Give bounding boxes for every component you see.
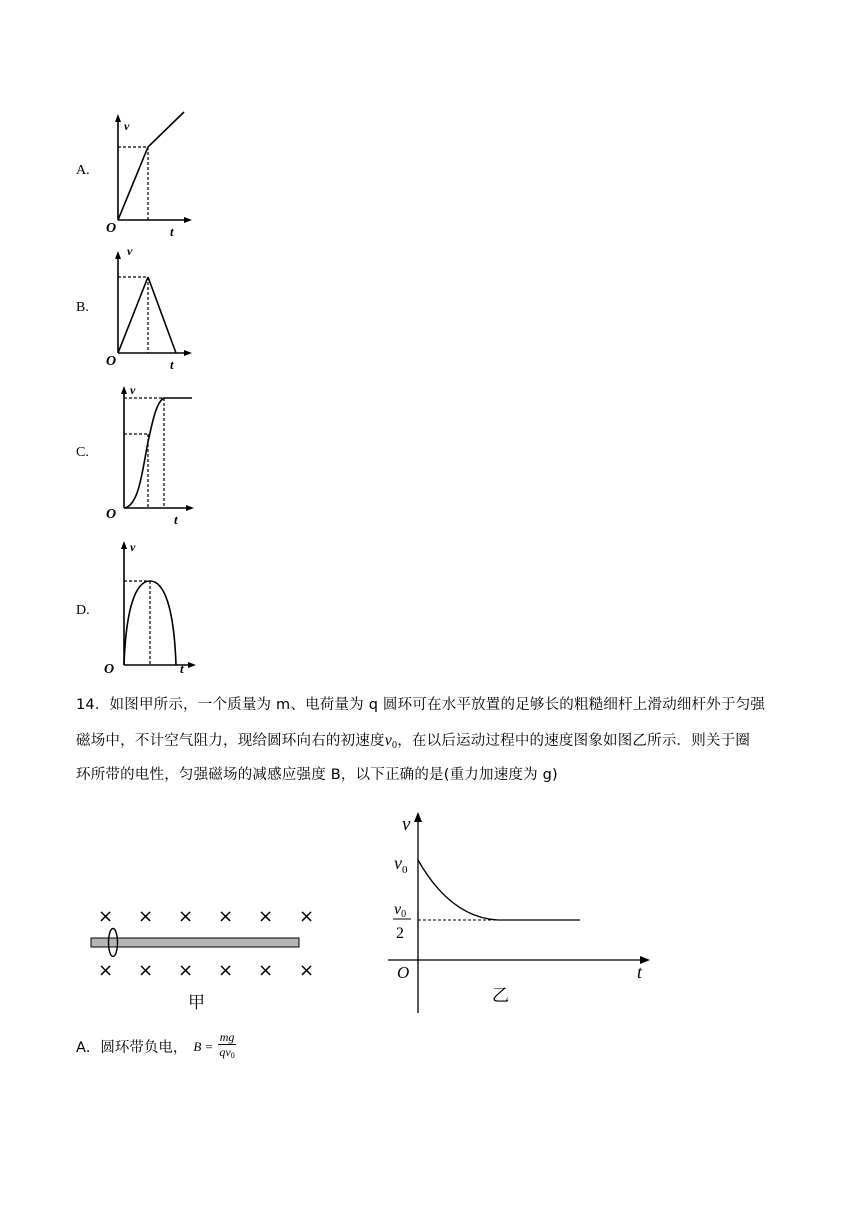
magnetic-field-cross-0: ×: [98, 906, 114, 927]
figure-yi-t-label: t: [637, 962, 643, 982]
graph-b-origin: O: [106, 354, 117, 369]
option-d-label: D.: [76, 603, 90, 618]
option-b-label: B.: [76, 300, 89, 315]
magnetic-field-cross-7: ×: [138, 960, 154, 981]
answer-option-a-fraction: $\frac{mg}{qv0}$: [219, 1030, 235, 1060]
question-line-2-pre: 磁场中，不计空气阻力，现给圆环向右的初速度: [76, 733, 385, 749]
graph-c-origin: O: [106, 507, 117, 522]
figure-yi-label: 乙: [492, 986, 509, 1006]
question-line-2: [76, 723, 788, 758]
graph-c-t-label: t: [174, 512, 178, 527]
graph-d: [104, 537, 204, 677]
graph-a-v-label: v: [124, 119, 130, 133]
graph-b-t-label: t: [170, 357, 174, 372]
graph-a-t-label: t: [170, 224, 174, 239]
figure-jia: [88, 900, 328, 1015]
magnetic-field-cross-3: ×: [218, 906, 234, 927]
magnetic-field-cross-10: ×: [258, 960, 274, 981]
question-line-2-post: ，在以后运动过程中的速度图象如图乙所示．则关于圈: [397, 733, 751, 749]
option-c-label: C.: [76, 445, 89, 460]
option-a-label: A.: [76, 163, 90, 178]
magnetic-field-cross-6: ×: [98, 960, 114, 981]
figure-yi-half-num: v0: [394, 901, 407, 920]
question-14: [76, 688, 788, 793]
figure-jia-label: 甲: [188, 993, 205, 1013]
answer-option-a-text: A．圆环带负电，: [76, 1040, 188, 1056]
magnetic-field-cross-4: ×: [258, 906, 274, 927]
answer-option-a: [76, 1030, 237, 1063]
graph-b-v-label: v: [127, 244, 133, 258]
graph-d-v-label: v: [130, 540, 136, 554]
graph-d-t-label: t: [180, 661, 184, 676]
figure-yi-v0-label: $v_0$: [394, 853, 408, 876]
graph-a: [100, 108, 200, 238]
graph-d-origin: O: [104, 662, 115, 677]
answer-option-a-lhs: B =: [193, 1038, 214, 1054]
graph-a-origin: O: [106, 221, 117, 236]
graph-c: [104, 382, 204, 527]
magnetic-field-cross-8: ×: [178, 960, 194, 981]
initial-velocity-symbol: $v_0$: [384, 732, 398, 751]
figure-yi-half-den: 2: [396, 925, 404, 942]
question-line-3: 环所带的电性，匀强磁场的减感应强度 B，以下正确的是(重力加速度为 g): [76, 767, 558, 783]
magnetic-field-cross-1: ×: [138, 906, 154, 927]
magnetic-field-cross-2: ×: [178, 906, 194, 927]
figure-yi: [380, 808, 660, 1018]
figure-yi-v-label: v: [402, 814, 411, 835]
magnetic-field-cross-5: ×: [299, 906, 315, 927]
graph-b: [100, 245, 200, 375]
question-line-1: 14．如图甲所示，一个质量为 m、电荷量为 q 圆环可在水平放置的足够长的粗糙细杆上滑动细杆外于匀强: [76, 697, 766, 713]
magnetic-field-cross-9: ×: [218, 960, 234, 981]
graph-c-v-label: v: [130, 383, 136, 397]
figure-yi-origin: O: [397, 963, 410, 982]
magnetic-field-cross-11: ×: [299, 960, 315, 981]
